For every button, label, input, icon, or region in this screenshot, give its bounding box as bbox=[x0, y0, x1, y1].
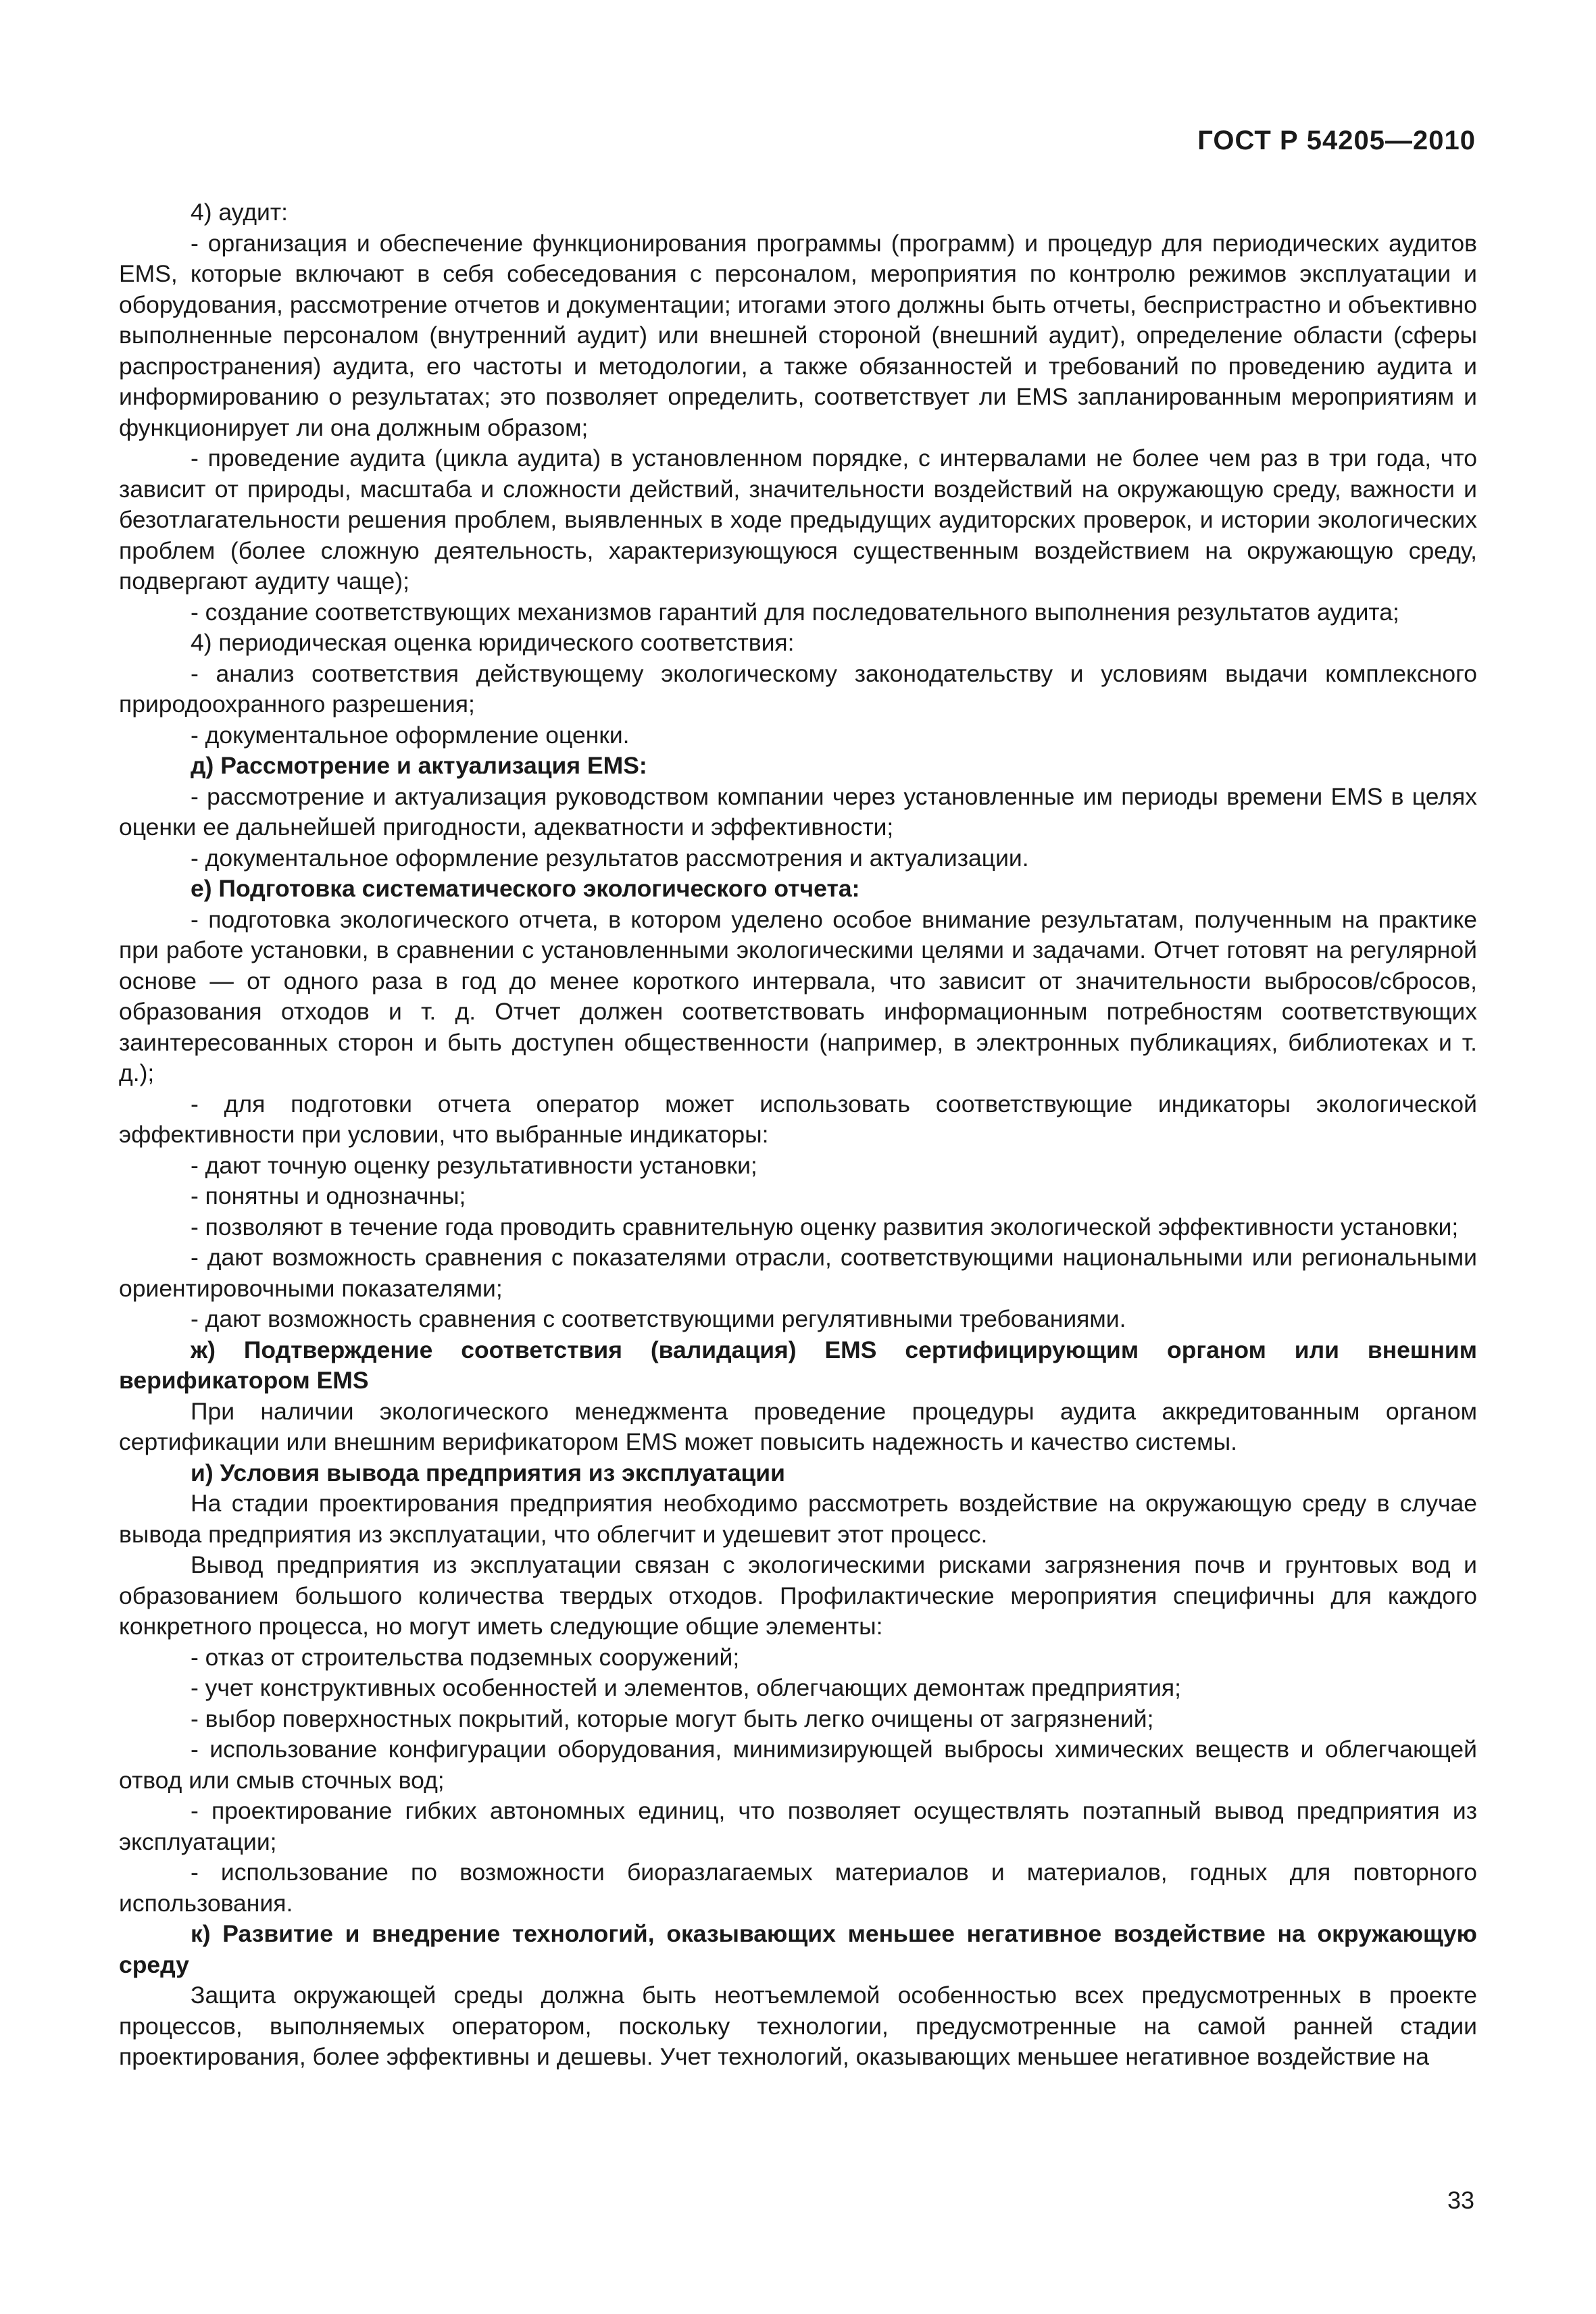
document-code-header: ГОСТ Р 54205—2010 bbox=[1197, 126, 1476, 155]
body-paragraph: - проведение аудита (цикла аудита) в установленном порядке, с интервалами не более чем раз в три года, что зависит от природы, масштаба и сложности действий, значительности воздействий на окружающую среду, важности и безотлагательности решения проблем, выявленных в ходе предыдущих аудиторских проверок, и истории экологических проблем (более сложную деятельность, характеризующуюся существенным воздействием на окружающую среду, подвергают аудиту чаще); bbox=[119, 445, 1477, 595]
body-paragraph: - организация и обеспечение функционирования программы (программ) и процедур для периодических аудитов EMS, которые включают в себя собеседования с персоналом, мероприятия по контролю режимов эксплуатации и оборудования, рассмотрение отчетов и документации; итогами этого должны быть отчеты, беспристрастно и объективно выполненные персоналом (внутренний аудит) или внешней стороной (внешний аудит), определение области (сферы распространения) аудита, его частоты и методологии, а также обязанностей и требований по проведению аудита и информированию о результатах; это позволяет определить, соответствует ли EMS запланированным мероприятиям и функционирует ли она должным образом; bbox=[119, 229, 1477, 441]
body-paragraph: - анализ соответствия действующему экологическому законодательству и условиям выдачи комплексного природоохранного разрешения; bbox=[119, 659, 1477, 718]
section-heading: и) Условия вывода предприятия из эксплуатации bbox=[191, 1459, 785, 1486]
body-paragraph: - выбор поверхностных покрытий, которые могут быть легко очищены от загрязнений; bbox=[191, 1705, 1154, 1732]
body-paragraph: - для подготовки отчета оператор может использовать соответствующие индикаторы экологической эффективности при условии, что выбранные индикаторы: bbox=[119, 1090, 1477, 1148]
body-paragraph: При наличии экологического менеджмента проведение процедуры аудита аккредитованным органом сертификации или внешним верификатором EMS может повысить надежность и качество системы. bbox=[119, 1397, 1477, 1455]
section-heading: е) Подготовка систематического экологического отчета: bbox=[191, 875, 860, 902]
body-paragraph: - использование по возможности биоразлагаемых материалов и материалов, годных для повторного использования. bbox=[119, 1859, 1477, 1917]
body-paragraph: Вывод предприятия из эксплуатации связан с экологическими рисками загрязнения почв и грунтовых вод и образованием большого количества твердых отходов. Профилактические мероприятия специфичны для каждого конкретного процесса, но могут иметь следующие общие элементы: bbox=[119, 1551, 1477, 1640]
body-paragraph: 4) аудит: bbox=[191, 199, 289, 226]
body-paragraph: - документальное оформление оценки. bbox=[191, 721, 630, 749]
body-paragraph: - учет конструктивных особенностей и элементов, облегчающих демонтаж предприятия; bbox=[191, 1674, 1182, 1701]
body-paragraph: - создание соответствующих механизмов гарантий для последовательного выполнения результатов аудита; bbox=[191, 598, 1399, 626]
document-body bbox=[119, 197, 1477, 2073]
body-paragraph: - рассмотрение и актуализация руководством компании через установленные им периоды времени EMS в целях оценки ее дальнейшей пригодности, адекватности и эффективности; bbox=[119, 782, 1477, 840]
body-paragraph: - проектирование гибких автономных единиц, что позволяет осуществлять поэтапный вывод предприятия из эксплуатации; bbox=[119, 1797, 1477, 1855]
body-paragraph: 4) периодическая оценка юридического соответствия: bbox=[191, 629, 795, 656]
section-heading: к) Развитие и внедрение технологий, оказывающих меньшее негативное воздействие на окружающую среду bbox=[119, 1920, 1477, 1978]
body-paragraph: - использование конфигурации оборудования, минимизирующей выбросы химических веществ и облегчающей отвод или смыв сточных вод; bbox=[119, 1736, 1477, 1794]
body-paragraph: - документальное оформление результатов рассмотрения и актуализации. bbox=[191, 844, 1029, 872]
section-heading: ж) Подтверждение соответствия (валидация) EMS сертифицирующим органом или внешним верификатором EMS bbox=[119, 1336, 1477, 1394]
section-heading: д) Рассмотрение и актуализация EMS: bbox=[191, 752, 647, 779]
body-paragraph: - понятны и однозначны; bbox=[191, 1182, 466, 1209]
page-number: 33 bbox=[1447, 2186, 1474, 2214]
body-paragraph: - подготовка экологического отчета, в котором уделено особое внимание результатам, полученным на практике при работе установки, в сравнении с установленными экологическими целями и задачами. Отчет готовят на регулярной основе — от одного раза в год до менее короткого интервала, что зависит от значительности выбросов/сбросов, образования отходов и т. д. Отчет должен соответствовать информационным потребностям соответствующих заинтересованных сторон и быть доступен общественности (например, в электронных публикациях, библиотеках и т. д.); bbox=[119, 905, 1477, 1086]
body-paragraph: - дают точную оценку результативности установки; bbox=[191, 1151, 757, 1179]
body-paragraph: - позволяют в течение года проводить сравнительную оценку развития экологической эффективности установки; bbox=[191, 1213, 1459, 1240]
body-paragraph: - отказ от строительства подземных сооружений; bbox=[191, 1643, 740, 1671]
body-paragraph: - дают возможность сравнения с соответствующими регулятивными требованиями. bbox=[191, 1305, 1126, 1332]
body-paragraph: Защита окружающей среды должна быть неотъемлемой особенностью всех предусмотренных в проекте процессов, выполняемых оператором, поскольку технологии, предусмотренные на самой ранней стадии проектирования, более эффективны и дешевы. Учет технологий, оказывающих меньшее негативное воздействие на bbox=[119, 1982, 1477, 2070]
body-paragraph: На стадии проектирования предприятия необходимо рассмотреть воздействие на окружающую среду в случае вывода предприятия из эксплуатации, что облегчит и удешевит этот процесс. bbox=[119, 1490, 1477, 1548]
body-paragraph: - дают возможность сравнения с показателями отрасли, соответствующими национальными или региональными ориентировочными показателями; bbox=[119, 1244, 1477, 1302]
